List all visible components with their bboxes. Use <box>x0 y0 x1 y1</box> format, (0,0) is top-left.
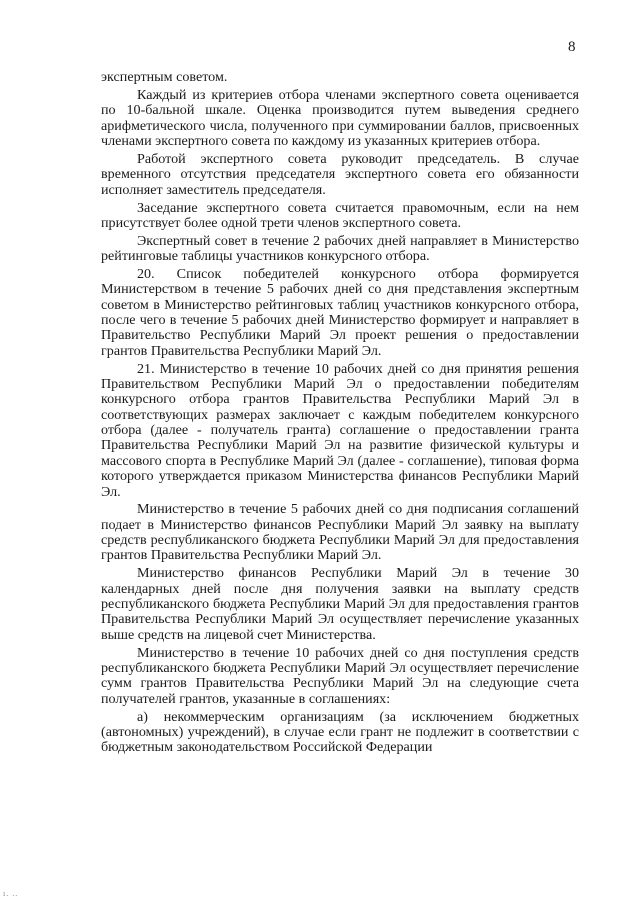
paragraph-payment-request: Министерство в течение 5 рабочих дней со дня подписания соглашений подает в Министерство финансов Республики Марий Эл заявку на выплату средств республиканского бюджета Республики Марий Эл для предоставления грантов Правительства Республики Марий Эл. <box>101 501 579 564</box>
paragraph-item-21: 21. Министерство в течение 10 рабочих дней со дня принятия решения Правительством Республики Марий Эл о предоставлении победителям конкурсного отбора грантов Правительства Республики Марий Эл в соответствующих размерах заключает с каждым победителем конкурсного отбора (далее - получатель гранта) соглашение о предоставлении гранта Правительства Республики Марий Эл на развитие физической культуры и массового спорта в Республике Марий Эл (далее - соглашение), типовая форма которого утверждается приказом Министерства финансов Республики Марий Эл. <box>101 360 579 500</box>
page-number: 8 <box>568 39 576 55</box>
paragraph-criteria-scoring: Каждый из критериев отбора членами экспертного совета оценивается по 10-бальной шкале. Оценка производится путем выведения среднего арифметического числа, полученного при суммировании баллов, присвоенных членами экспертного совета по каждому из указанных критериев отбора. <box>101 86 579 149</box>
paragraph-continuation: экспертным советом. <box>101 69 228 85</box>
paragraph-finance-ministry-transfer: Министерство финансов Республики Марий Эл в течение 30 календарных дней после дня получения заявки на выплату средств республиканского бюджета Республики Марий Эл для предоставления грантов Правительства Республики Марий Эл осуществляет перечисление указанных выше средств на лицевой счет Министерства. <box>101 565 579 643</box>
paragraph-rating-tables: Экспертный совет в течение 2 рабочих дней направляет в Министерство рейтинговые таблицы участников конкурсного отбора. <box>101 232 579 265</box>
paragraph-item-20: 20. Список победителей конкурсного отбора формируется Министерством в течение 5 рабочих дней со дня представления экспертным советом в Министерство рейтинговых таблиц участников конкурсного отбора, после чего в течение 5 рабочих дней Министерство формирует и направляет в Правительство Республики Марий Эл проект решения о предоставлении грантов Правительства Республики Марий Эл. <box>101 266 579 359</box>
scan-artifact-mark: ı. .. <box>3 889 19 898</box>
paragraph-subitem-a: а) некоммерческим организациям (за исключением бюджетных (автономных) учреждений), в случае если грант не подлежит в соответствии с бюджетным законодательством Российской Федерации <box>101 708 579 756</box>
document-body <box>101 70 579 756</box>
paragraph-quorum: Заседание экспертного совета считается правомочным, если на нем присутствует более одной трети членов экспертного совета. <box>101 199 579 231</box>
paragraph-grant-transfer: Министерство в течение 10 рабочих дней со дня поступления средств республиканского бюджета Республики Марий Эл осуществляет перечисление сумм грантов Правительства Республики Марий Эл на следующие счета получателей грантов, указанные в соглашениях: <box>101 644 579 707</box>
paragraph-council-chair: Работой экспертного совета руководит председатель. В случае временного отсутствия председателя экспертного совета его обязанности исполняет заместитель председателя. <box>101 150 579 198</box>
